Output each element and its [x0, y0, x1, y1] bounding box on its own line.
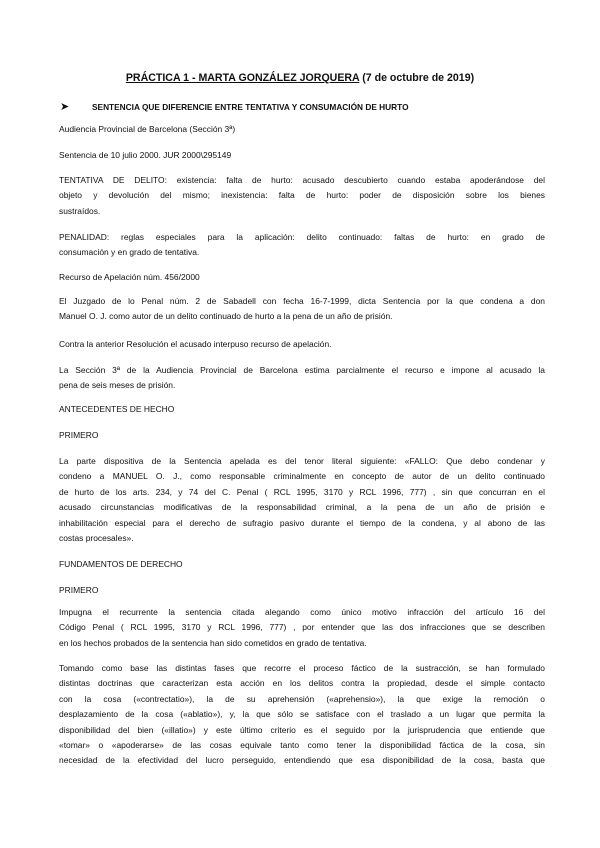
paragraph — [59, 122, 545, 137]
text-line: FUNDAMENTOS DE DERECHO — [59, 559, 183, 569]
paragraph — [59, 294, 545, 325]
text-line: Código Penal ( RCL 1995, 3170 y RCL 1996, 777) , por entender que las dos infracciones que se describen — [59, 622, 545, 633]
text-line: La Sección 3ª de la Audiencia Provincial de Barcelona estima parcialmente el recurso e impone al acusado la — [59, 365, 545, 375]
text-line: consumación y en grado de tentativa. — [59, 247, 200, 258]
text-line: con la cosa («contrectatio»), la de su aprehensión («aprehensio»), la que exige la remoción o — [59, 693, 545, 704]
title-date: (7 de octubre de 2019) — [359, 72, 475, 84]
paragraph — [59, 363, 545, 394]
text-line: PRIMERO — [59, 585, 99, 595]
text-line: condeno a MANUEL O. J., como responsable criminalmente en concepto de autor de un delito continuado — [59, 471, 545, 482]
paragraph — [59, 428, 545, 443]
text-line: La parte dispositiva de la Sentencia apelada es del tenor literal siguiente: «FALLO: Que debo condenar y — [59, 456, 545, 466]
text-line: ANTECEDENTES DE HECHO — [59, 404, 175, 414]
text-line: Impugna el recurrente la sentencia citada alegando como único motivo infracción del artículo 16 del — [59, 607, 545, 617]
text-line: PRIMERO — [59, 430, 99, 440]
text-line: sustraídos. — [59, 205, 101, 216]
text-line: Contra la anterior Resolución el acusado interpuso recurso de apelación. — [59, 339, 332, 349]
paragraph — [59, 454, 545, 546]
text-line: Manuel O. J. como autor de un delito continuado de hurto a la pena de un año de prisión. — [59, 311, 393, 322]
paragraph — [59, 557, 545, 572]
text-line: objeto y devolución del mismo; inexistencia: falta de hurto: poder de disposición sobre los bienes — [59, 190, 545, 201]
text-line: pena de seis meses de prisión. — [59, 380, 176, 391]
text-line: desplazamiento de la cosa («ablatio»), y, la que sólo se satisface con el traslado a un lugar que permita la — [59, 709, 545, 720]
text-line: costas procesales». — [59, 533, 134, 544]
arrow-bullet-icon: ➤ — [60, 101, 70, 113]
text-line: Sentencia de 10 julio 2000. JUR 2000\295149 — [59, 150, 232, 160]
text-line: necesidad de la efectividad del lucro perseguido, entendiendo que esa disponibilidad de la cosa, basta que — [59, 755, 545, 766]
section-heading-text: SENTENCIA QUE DIFERENCIE ENTRE TENTATIVA Y CONSUMACIÓN DE HURTO — [92, 102, 409, 112]
paragraph — [59, 605, 545, 651]
text-line: de hurto de los arts. 234, y 74 del C. Penal ( RCL 1995, 3170 y RCL 1996, 777) , sin que concurran en el — [59, 486, 545, 497]
text-line: en los hechos probados de la sentencia han sido cometidos en grado de tentativa. — [59, 637, 367, 648]
paragraph — [59, 148, 545, 163]
title-name: PRÁCTICA 1 - MARTA GONZÁLEZ JORQUERA — [125, 72, 360, 84]
paragraph — [59, 661, 545, 769]
text-line: PENALIDAD: reglas especiales para la aplicación: delito continuado: faltas de hurto: en grado de — [59, 232, 545, 242]
text-line: Audiencia Provincial de Barcelona (Sección 3ª) — [59, 124, 236, 134]
text-line: inhabilitación especial para el derecho de sufragio pasivo durante el tiempo de la condena, y al abono de las — [59, 517, 545, 528]
text-line: El Juzgado de lo Penal núm. 2 de Sabadell con fecha 16-7-1999, dicta Sentencia por la que condena a don — [59, 296, 545, 306]
text-line: disponibilidad del bien («illatio») y este último criterio es el seguido por la jurisprudencia que entiende que — [59, 724, 545, 735]
paragraph — [59, 337, 545, 352]
text-line: Tomando como base las distintas fases que recorre el proceso fáctico de la sustracción, se han formulado — [59, 663, 545, 673]
paragraph — [59, 402, 545, 417]
text-line: acusado circunstancias modificativas de la responsabilidad criminal, a la pena de un año de prisión e — [59, 502, 545, 513]
text-line: Recurso de Apelación núm. 456/2000 — [59, 272, 200, 282]
paragraph — [59, 230, 545, 261]
section-heading — [60, 100, 550, 113]
paragraph — [59, 583, 545, 598]
paragraph — [59, 173, 545, 219]
paragraph — [59, 270, 545, 285]
text-line: «tomar» o «apoderarse» de las cosas equivale tanto como tener la disponibilidad fáctica de la cosa, sin — [59, 740, 545, 751]
page-title — [0, 72, 600, 84]
text-line: distintas doctrinas que caracterizan esta acción en los delitos contra la propiedad, desde el simple contacto — [59, 678, 545, 689]
text-line: TENTATIVA DE DELITO: existencia: falta de hurto: acusado descubierto cuando estaba apoderándose del — [59, 175, 545, 185]
